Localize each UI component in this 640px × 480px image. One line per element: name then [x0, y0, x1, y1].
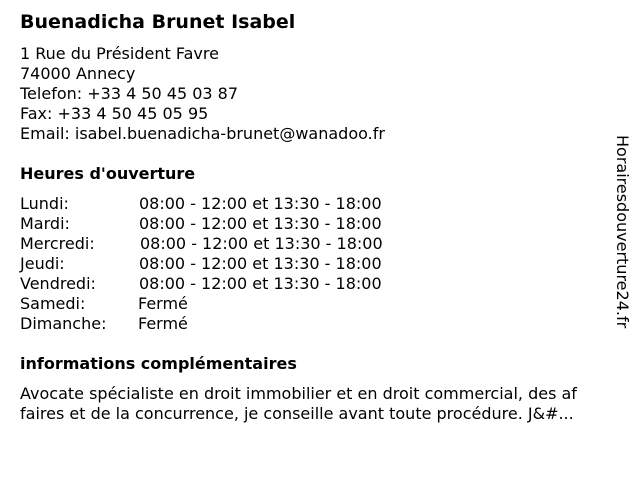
closed-label: Fermé: [138, 314, 188, 333]
day-label: Jeudi:: [20, 254, 65, 273]
additional-info-heading: informations complémentaires: [20, 354, 297, 373]
site-watermark: Horairesdouverture24.fr: [613, 135, 632, 329]
day-label: Mercredi:: [20, 234, 95, 253]
fax-number: Fax: +33 4 50 45 05 95: [20, 104, 209, 123]
phone-number: Telefon: +33 4 50 45 03 87: [20, 84, 239, 103]
time-range: 08:00 - 12:00 et 13:30 - 18:00: [139, 194, 382, 213]
address-street: 1 Rue du Président Favre: [20, 44, 219, 63]
day-label: Mardi:: [20, 214, 70, 233]
day-label: Vendredi:: [20, 274, 96, 293]
day-label: Lundi:: [20, 194, 69, 213]
closed-label: Fermé: [138, 294, 188, 313]
time-range: 08:00 - 12:00 et 13:30 - 18:00: [139, 254, 382, 273]
info-line: faires et de la concurrence, je conseille avant toute procédure. J&#...: [20, 404, 574, 423]
contact-block: [20, 44, 385, 144]
time-range: 08:00 - 12:00 et 13:30 - 18:00: [140, 234, 383, 253]
opening-hours-heading: Heures d'ouverture: [20, 164, 196, 183]
info-line: Avocate spécialiste en droit immobilier et en droit commercial, des af: [20, 384, 577, 403]
additional-info-text: [20, 356, 630, 424]
address-city: 74000 Annecy: [20, 64, 136, 83]
listing-name: Buenadicha Brunet Isabel: [20, 11, 296, 33]
time-range: 08:00 - 12:00 et 13:30 - 18:00: [139, 274, 382, 293]
time-range: 08:00 - 12:00 et 13:30 - 18:00: [139, 214, 382, 233]
day-label: Samedi:: [20, 294, 86, 313]
day-label: Dimanche:: [20, 314, 107, 333]
email-address: Email: isabel.buenadicha-brunet@wanadoo.fr: [20, 124, 385, 143]
